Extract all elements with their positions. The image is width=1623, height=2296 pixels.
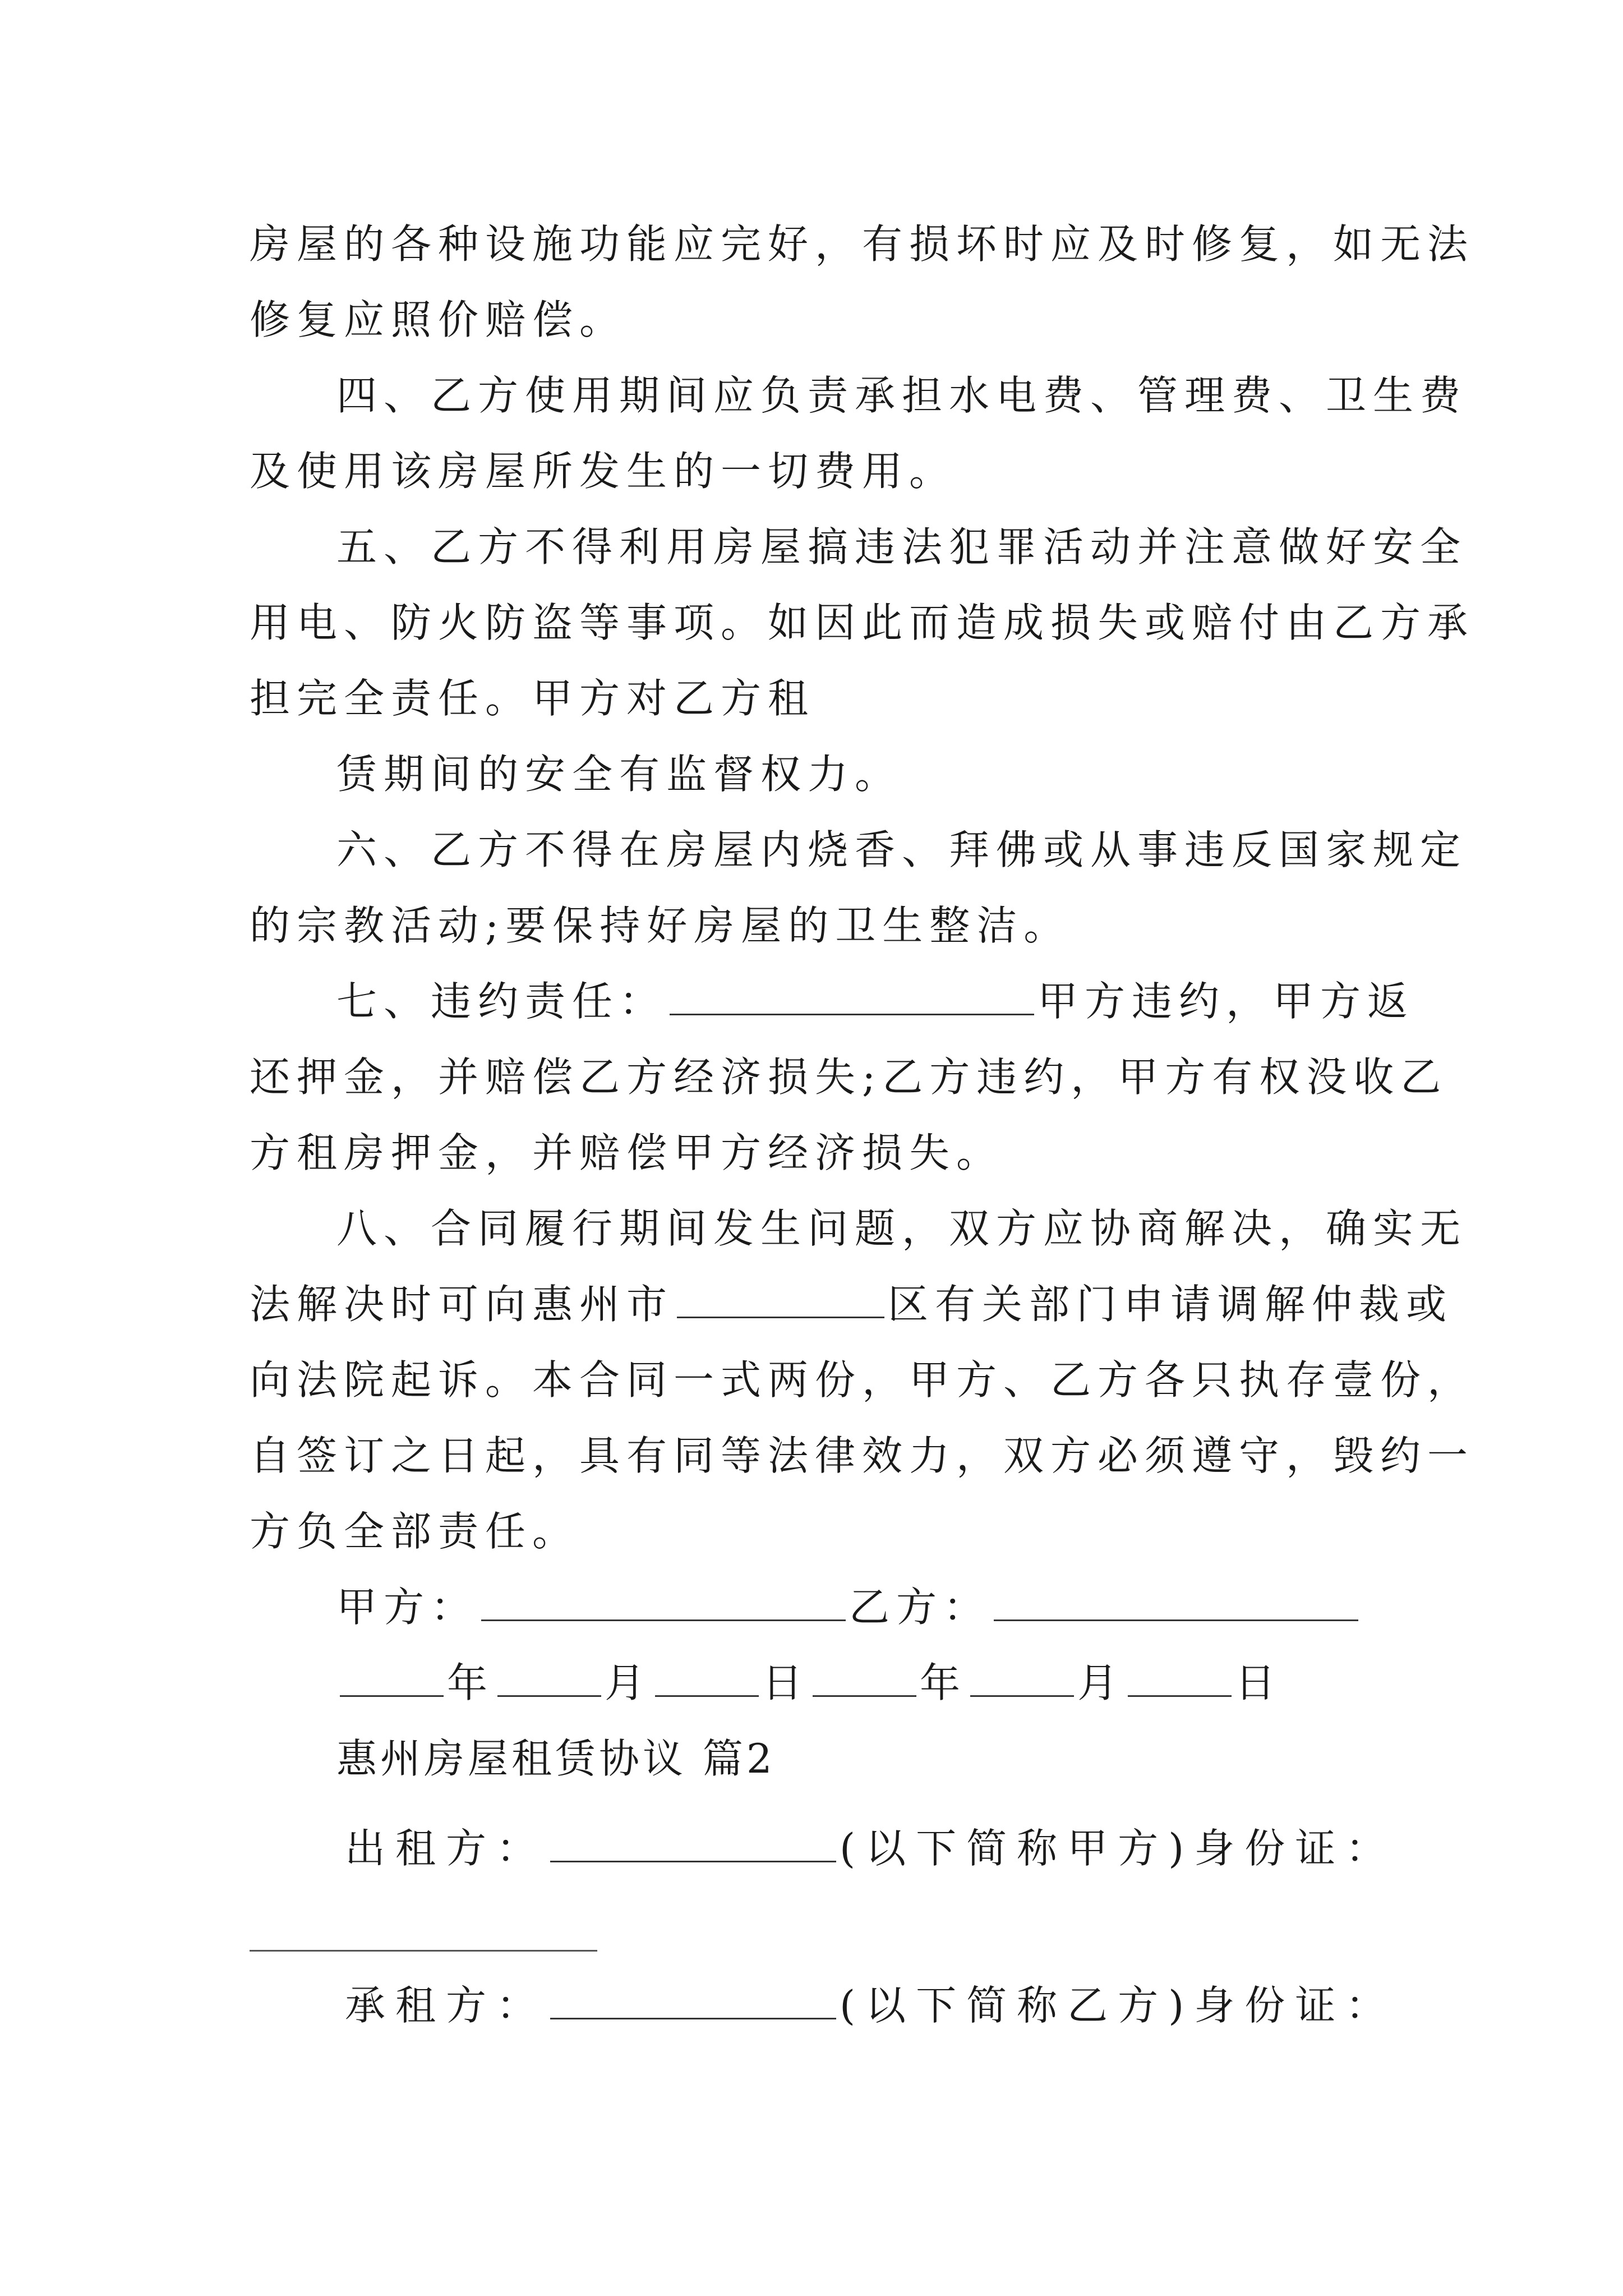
lessee-line (345, 1980, 1396, 2031)
month-label: 月 (1077, 1659, 1125, 1706)
day-label: 日 (762, 1659, 810, 1706)
month-label: 月 (605, 1659, 652, 1706)
clause-7-line (336, 976, 1414, 1027)
lessor-suffix: (以下简称甲方)身份证： (840, 1825, 1396, 1872)
month-blank[interactable] (497, 1662, 601, 1697)
clause-5-line: 赁期间的安全有监督权力。 (336, 751, 902, 798)
clause-4-line: 及使用该房屋所发生的一切费用。 (250, 448, 957, 495)
id-number-blank[interactable] (250, 1950, 597, 1952)
month-blank[interactable] (970, 1662, 1074, 1697)
paragraph-line: 修复应照价赔偿。 (250, 296, 627, 343)
lessor-line (345, 1823, 1396, 1874)
party-b-signature-blank[interactable] (994, 1586, 1358, 1621)
day-label: 日 (1235, 1659, 1283, 1706)
clause-8-line (250, 1279, 1453, 1329)
clause-5-line: 用电、防火防盗等事项。如因此而造成损失或赔付由乙方承 (250, 599, 1475, 646)
lessor-name-blank[interactable] (550, 1827, 836, 1862)
year-blank[interactable] (340, 1662, 444, 1697)
clause-8-line: 向法院起诉。本合同一式两份，甲方、乙方各只执存壹份， (250, 1356, 1475, 1404)
date-line (336, 1658, 1282, 1708)
clause-6-line: 六、乙方不得在房屋内烧香、拜佛或从事违反国家规定 (336, 826, 1468, 873)
lessee-label: 承租方： (345, 1982, 547, 2029)
section-title: 惠州房屋租赁协议 篇2 (336, 1735, 776, 1782)
party-a-label: 甲方： (336, 1584, 478, 1631)
signature-line (336, 1582, 1362, 1632)
clause-8-text: 区有关部门申请调解仲裁或 (888, 1281, 1454, 1328)
lessee-suffix: (以下简称乙方)身份证： (840, 1982, 1396, 2029)
year-label: 年 (447, 1659, 495, 1706)
clause-6-line: 的宗教活动;要保持好房屋的卫生整洁。 (250, 902, 1071, 949)
clause-5-line: 五、乙方不得利用房屋搞违法犯罪活动并注意做好安全 (336, 523, 1468, 570)
party-b-label: 乙方： (849, 1584, 991, 1631)
day-blank[interactable] (1128, 1662, 1232, 1697)
paragraph-line: 房屋的各种设施功能应完好，有损坏时应及时修复，如无法 (250, 220, 1475, 268)
clause-7-text: 甲方违约，甲方返 (1038, 978, 1415, 1025)
party-a-signature-blank[interactable] (481, 1586, 846, 1621)
year-label: 年 (920, 1659, 967, 1706)
lessee-name-blank[interactable] (550, 1984, 836, 2019)
breach-liability-blank[interactable] (670, 980, 1034, 1015)
clause-7-line: 方租房押金，并赔偿甲方经济损失。 (250, 1129, 1004, 1176)
day-blank[interactable] (655, 1662, 759, 1697)
clause-7-label: 七、违约责任： (336, 978, 667, 1025)
clause-5-line: 担完全责任。甲方对乙方租 (250, 675, 815, 722)
clause-7-line: 还押金，并赔偿乙方经济损失;乙方违约，甲方有权没收乙 (250, 1053, 1448, 1101)
clause-8-line: 八、合同履行期间发生问题，双方应协商解决，确实无 (336, 1205, 1468, 1252)
clause-8-line: 方负全部责任。 (250, 1508, 580, 1555)
year-blank[interactable] (813, 1662, 916, 1697)
district-blank[interactable] (677, 1283, 884, 1318)
clause-8-text: 法解决时可向惠州市 (250, 1281, 674, 1328)
clause-8-line: 自签订之日起，具有同等法律效力，双方必须遵守，毁约一 (250, 1432, 1475, 1479)
lessor-label: 出租方： (345, 1825, 547, 1872)
clause-4-line: 四、乙方使用期间应负责承担水电费、管理费、卫生费 (336, 372, 1468, 419)
